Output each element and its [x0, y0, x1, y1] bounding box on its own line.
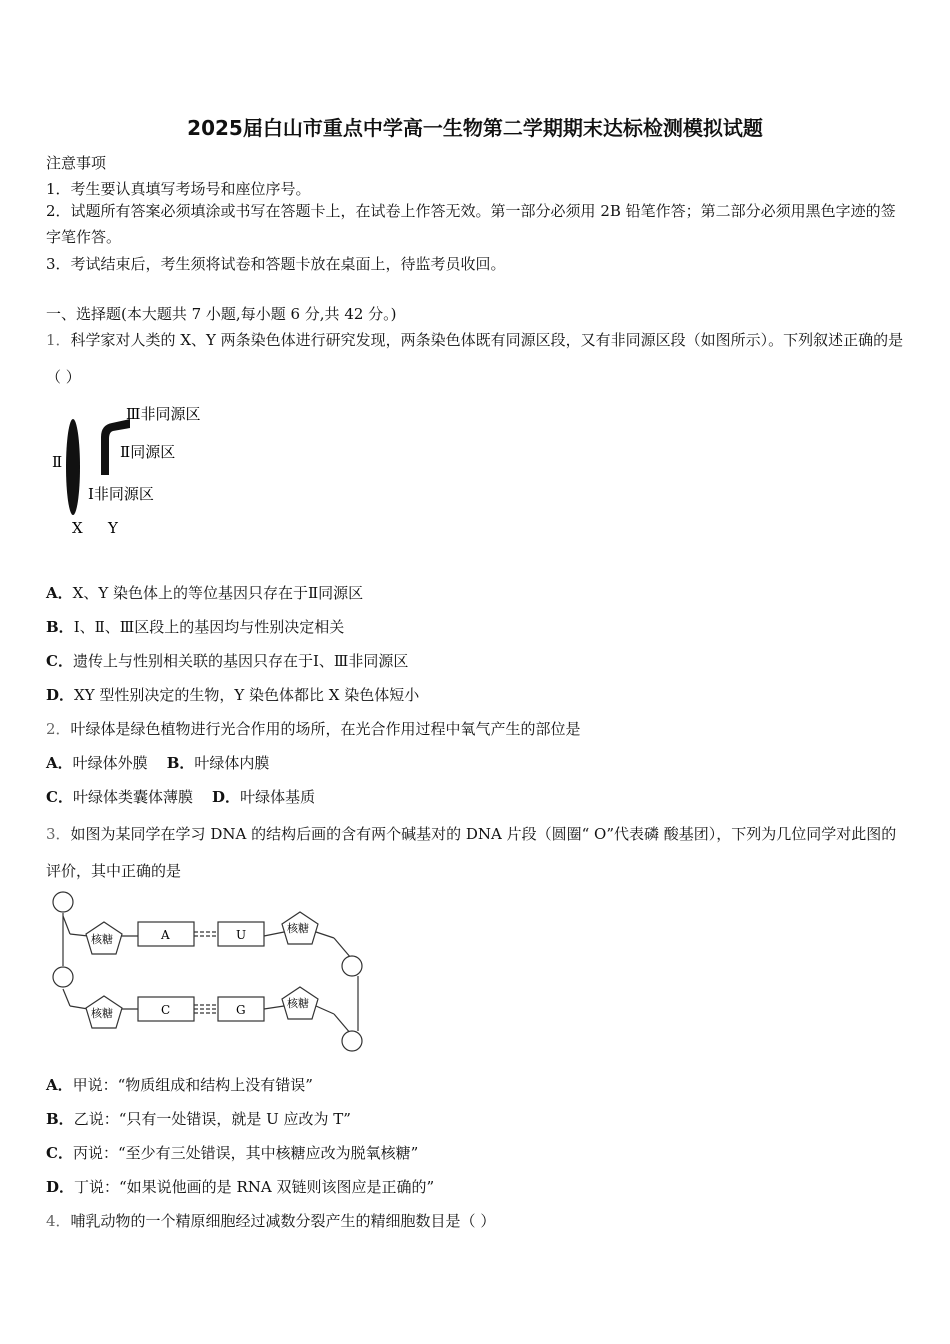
q1-option-a[interactable]: A．X、Y 染色体上的等位基因只存在于Ⅱ同源区: [46, 584, 364, 602]
base-a: A: [161, 928, 170, 942]
q2-option-a[interactable]: A．叶绿体外膜: [46, 754, 148, 772]
q1-option-c[interactable]: C．遗传上与性别相关联的基因只存在于Ⅰ、Ⅲ非同源区: [46, 652, 409, 670]
base-u: U: [236, 928, 247, 942]
notice-item-2: 2．试题所有答案必须填涂或书写在答题卡上，在试卷上作答无效。第一部分必须用 2B 铅笔作答；第二部分必须用黑色字迹的签字笔作答。: [46, 202, 896, 246]
q3-option-a[interactable]: A．甲说：“物质组成和结构上没有错误”: [46, 1076, 313, 1094]
question-stem: 科学家对人类的 X、Y 两条染色体进行研究发现，两条染色体既有同源区段，又有非同源区段（如图所示）。下列叙述正确的是（ ）: [46, 331, 904, 386]
label-i-region: Ⅰ非同源区: [88, 485, 154, 503]
base-g: G: [236, 1003, 246, 1017]
q2-option-c[interactable]: C．叶绿体类囊体薄膜: [46, 788, 193, 806]
notice-heading: 注意事项: [46, 154, 107, 172]
x-chromosome: [66, 419, 80, 515]
phosphate-3: [342, 956, 362, 976]
q2-option-d[interactable]: D．叶绿体基质: [212, 788, 316, 806]
q2-options-row-1: [46, 752, 269, 773]
sugar-label: 核糖: [91, 933, 113, 946]
q1-option-b[interactable]: B．Ⅰ、Ⅱ、Ⅲ区段上的基因均与性别决定相关: [46, 618, 345, 636]
question-number: 1．: [46, 331, 71, 349]
phosphate-1: [53, 892, 73, 912]
question-2: [46, 718, 581, 739]
q1-option-d[interactable]: D．XY 型性别决定的生物，Y 染色体都比 X 染色体短小: [46, 686, 420, 704]
q3-option-d[interactable]: D．丁说：“如果说他画的是 RNA 双链则该图应是正确的”: [46, 1178, 435, 1196]
phosphate-2: [53, 967, 73, 987]
page-title: 2025届白山市重点中学高一生物第二学期期末达标检测模拟试题: [187, 116, 763, 140]
notice-item-3: 3．考试结束后，考生须将试卷和答题卡放在桌面上，待监考员收回。: [46, 255, 506, 273]
notice-item-1: 1．考生要认真填写考场号和座位序号。: [46, 180, 311, 198]
question-stem: 叶绿体是绿色植物进行光合作用的场所，在光合作用过程中氧气产生的部位是: [70, 720, 581, 738]
question-number: 3．: [46, 825, 71, 843]
sugar-label: 核糖: [91, 1007, 113, 1020]
question-3: [46, 816, 908, 890]
chromosome-figure: [46, 395, 226, 545]
sugar-label: 核糖: [287, 997, 309, 1010]
sugar-label: 核糖: [287, 922, 309, 935]
base-c: C: [161, 1003, 171, 1017]
label-ii: Ⅱ: [52, 453, 63, 471]
label-iii-region: Ⅲ非同源区: [126, 405, 201, 423]
label-ii-region: Ⅱ同源区: [120, 443, 176, 461]
label-x: X: [72, 519, 83, 537]
q3-option-b[interactable]: B．乙说：“只有一处错误，就是 U 应改为 T”: [46, 1110, 351, 1128]
section-heading: 一、选择题(本大题共 7 小题,每小题 6 分,共 42 分。): [46, 305, 397, 323]
question-stem: 哺乳动物的一个精原细胞经过减数分裂产生的精细胞数目是（ ）: [70, 1212, 496, 1230]
dna-figure: [46, 886, 376, 1056]
phosphate-4: [342, 1031, 362, 1051]
question-4: [46, 1210, 495, 1231]
q2-option-b[interactable]: B．叶绿体内膜: [166, 754, 270, 772]
q3-option-c[interactable]: C．丙说：“至少有三处错误，其中核糖应改为脱氧核糖”: [46, 1144, 419, 1162]
question-stem: 如图为某同学在学习 DNA 的结构后画的含有两个碱基对的 DNA 片段（圆圈“ O”代表磷 酸基团），下列为几位同学对此图的评价，其中正确的是: [46, 825, 897, 880]
q2-options-row-2: [46, 786, 315, 807]
label-y: Y: [108, 519, 118, 537]
question-number: 2．: [46, 720, 71, 738]
question-number: 4．: [46, 1212, 71, 1230]
question-1: [46, 322, 908, 396]
